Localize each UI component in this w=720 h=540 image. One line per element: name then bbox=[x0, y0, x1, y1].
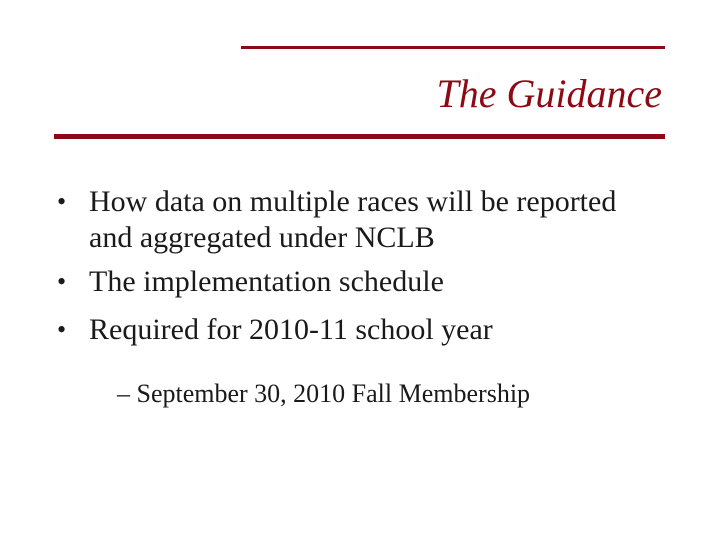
bullet-dot-icon: • bbox=[57, 267, 67, 296]
title-bottom-rule bbox=[54, 134, 665, 139]
bullet-text: Required for 2010-11 school year bbox=[89, 313, 493, 346]
bullet-dot-icon: • bbox=[57, 187, 67, 216]
bullet-text: How data on multiple races will be reported and aggregated under NCLB bbox=[89, 185, 617, 254]
bullet-dot-icon: • bbox=[57, 315, 67, 344]
bullet-item bbox=[57, 184, 657, 256]
slide-title: The Guidance bbox=[436, 71, 662, 116]
bullet-list bbox=[57, 184, 657, 360]
bullet-item bbox=[57, 264, 657, 300]
bullet-text: The implementation schedule bbox=[89, 265, 444, 298]
sub-bullet: – September 30, 2010 Fall Membership bbox=[117, 379, 531, 408]
title-top-rule bbox=[241, 46, 665, 49]
bullet-item bbox=[57, 312, 657, 348]
